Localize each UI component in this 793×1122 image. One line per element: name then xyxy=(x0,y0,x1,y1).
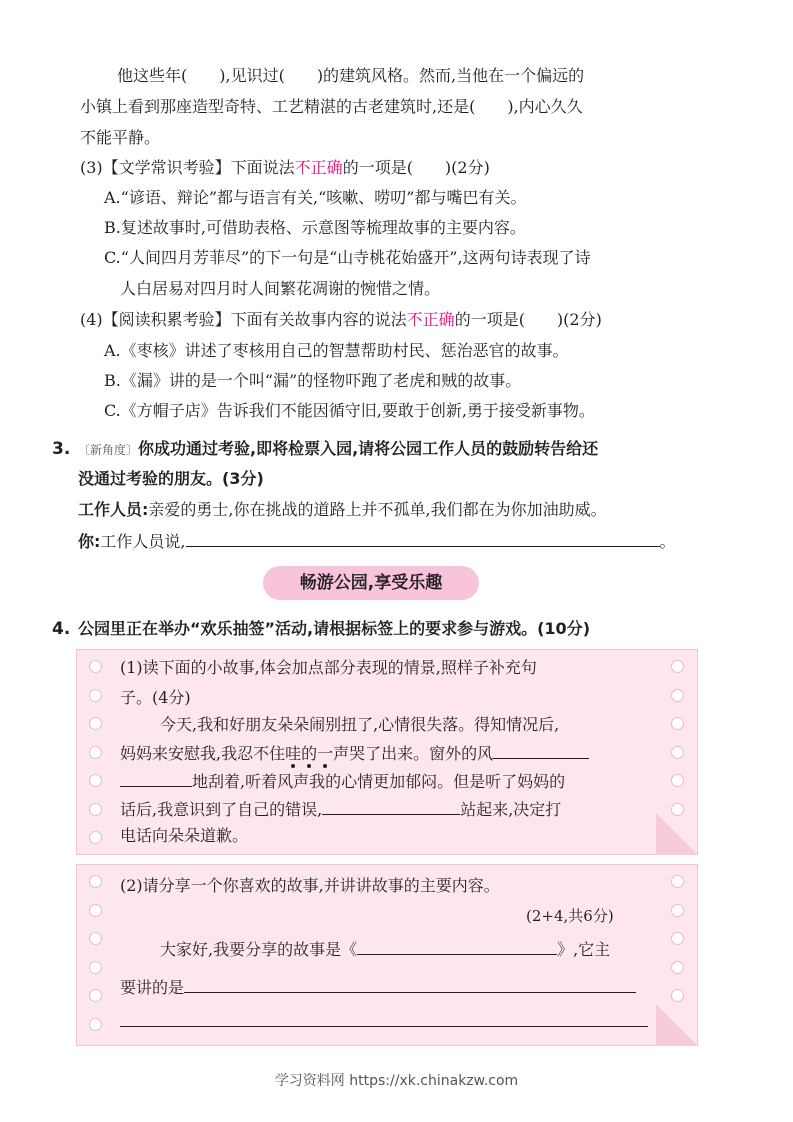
q3-sub4-heading xyxy=(80,310,602,330)
card-1-folded-corner xyxy=(656,813,698,855)
card-1-right-holes xyxy=(671,660,685,831)
card-1-line-1: (1)读下面的小故事,体会加点部分表现的情景,照样子补充句 xyxy=(120,658,537,677)
q3-sub3-heading-highlight: 不正确 xyxy=(294,158,343,177)
q3-sub3-option-b: B.复述故事时,可借助表格、示意图等梳理故事的主要内容。 xyxy=(104,218,526,237)
card-1-line-6-post: 站起来,决定打 xyxy=(460,800,562,819)
question-3-staff-line xyxy=(78,500,607,520)
answer-blank-story-title[interactable] xyxy=(357,938,557,955)
answer-blank-wind-2[interactable] xyxy=(120,770,192,787)
intro-line-2: 小镇上看到那座造型奇特、工艺精湛的古老建筑时,还是( ),内心久久 xyxy=(80,97,583,116)
intro-line-1: 他这些年( ),见识过( )的建筑风格。然而,当他在一个偏远的 xyxy=(117,66,585,85)
q3-sub3-heading-pre: (3)【文学常识考验】下面说法 xyxy=(80,158,295,177)
answer-blank-summary-1[interactable] xyxy=(184,976,636,993)
q3-sub3-heading xyxy=(80,158,490,178)
card-2-line-2-pre: 大家好,我要分享的故事是《 xyxy=(160,940,358,959)
card-1-line-7: 电话向朵朵道歉。 xyxy=(120,826,249,845)
card-1-line-5 xyxy=(120,770,565,792)
card-2-line-2 xyxy=(160,938,610,960)
question-4-number: 4. xyxy=(52,619,71,639)
card-2-line-3 xyxy=(120,976,636,998)
emphasis-dot-2: 的 xyxy=(301,744,318,763)
intro-line-3: 不能平静。 xyxy=(80,128,161,147)
q3-sub3-option-a: A.“谚语、辩论”都与语言有关,“咳嗽、唠叨”都与嘴巴有关。 xyxy=(104,188,527,207)
staff-text: 亲爱的勇士,你在挑战的道路上并不孤单,我们都在为你加油助威。 xyxy=(148,500,607,519)
q3-sub4-option-c: C.《方帽子店》告诉我们不能因循守旧,要敢于创新,勇于接受新事物。 xyxy=(104,401,595,420)
card-1-line-3: 今天,我和好朋友朵朵闹别扭了,心情很失落。得知情况后, xyxy=(160,715,560,734)
you-label: 你: xyxy=(78,532,101,551)
q3-sub4-heading-pre: (4)【阅读积累考验】下面有关故事内容的说法 xyxy=(80,310,407,329)
card-1-line-2: 子。(4分) xyxy=(120,688,191,707)
question-3-tag: 〔新角度〕 xyxy=(78,443,139,457)
question-4-text: 公园里正在举办“欢乐抽签”活动,请根据标签上的要求参与游戏。(10分) xyxy=(78,619,591,638)
card-2-line-1: (2)请分享一个你喜欢的故事,并讲讲故事的主要内容。 xyxy=(120,876,500,895)
you-text: 工作人员说, xyxy=(100,532,186,551)
question-3-number: 3. xyxy=(52,439,71,459)
card-2-line-4 xyxy=(120,1010,648,1032)
q3-sub4-option-b: B.《漏》讲的是一个叫“漏”的怪物吓跑了老虎和贼的故事。 xyxy=(104,371,522,390)
question-3-line-1 xyxy=(78,439,598,460)
answer-blank-summary-2[interactable] xyxy=(120,1010,648,1027)
card-1-line-4 xyxy=(120,742,589,764)
answer-blank-stand-up[interactable] xyxy=(322,798,460,815)
answer-blank-q3[interactable] xyxy=(186,530,660,547)
section-badge: 畅游公园,享受乐趣 xyxy=(263,566,479,600)
card-2-score: (2+4,共6分) xyxy=(526,907,614,925)
question-3-line-2: 没通过考验的朋友。(3分) xyxy=(78,469,264,488)
card-2-line-3-text: 要讲的是 xyxy=(120,978,185,997)
q3-sub4-heading-highlight: 不正确 xyxy=(406,310,455,329)
card-2-right-holes xyxy=(671,875,685,1018)
emphasis-dot-1: 哇 xyxy=(285,744,302,763)
answer-blank-wind-1[interactable] xyxy=(493,742,589,759)
card-1-line-6-pre: 话后,我意识到了自己的错误, xyxy=(120,800,323,819)
q3-sub3-option-c-line-2: 人白居易对四月时人间繁花凋谢的惋惜之情。 xyxy=(120,279,441,298)
card-2-folded-corner xyxy=(656,1004,698,1046)
footer-watermark: 学习资料网 https://xk.chinakzw.com xyxy=(274,1073,519,1089)
q3-sub4-option-a: A.《枣核》讲述了枣核用自己的智慧帮助村民、惩治恶官的故事。 xyxy=(104,341,569,360)
emphasis-dot-3: 一 xyxy=(317,744,334,763)
q3-sub4-heading-post: 的一项是( )(2分) xyxy=(454,310,602,329)
card-2-left-holes xyxy=(89,875,103,1046)
question-3-text-1: 你成功通过考验,即将检票入园,请将公园工作人员的鼓励转告给还 xyxy=(138,439,599,458)
card-1-line-5-text: 地刮着,听着风声我的心情更加郁闷。但是听了妈妈的 xyxy=(192,772,566,791)
card-1-left-holes xyxy=(89,660,103,860)
card-1-line-4-pre: 妈妈来安慰我,我忍不住 xyxy=(120,744,286,763)
q3-sub3-option-c-line-1: C.“人间四月芳菲尽”的下一句是“山寺桃花始盛开”,这两句诗表现了诗 xyxy=(104,248,591,267)
card-1-line-6 xyxy=(120,798,561,820)
staff-label: 工作人员: xyxy=(78,500,149,519)
question-3-you-line xyxy=(78,530,676,552)
card-1-line-4-post: 声哭了出来。窗外的风 xyxy=(333,744,494,763)
q3-sub3-heading-post: 的一项是( )(2分) xyxy=(342,158,490,177)
you-end: 。 xyxy=(659,532,676,551)
card-2-line-2-post: 》,它主 xyxy=(557,940,611,959)
